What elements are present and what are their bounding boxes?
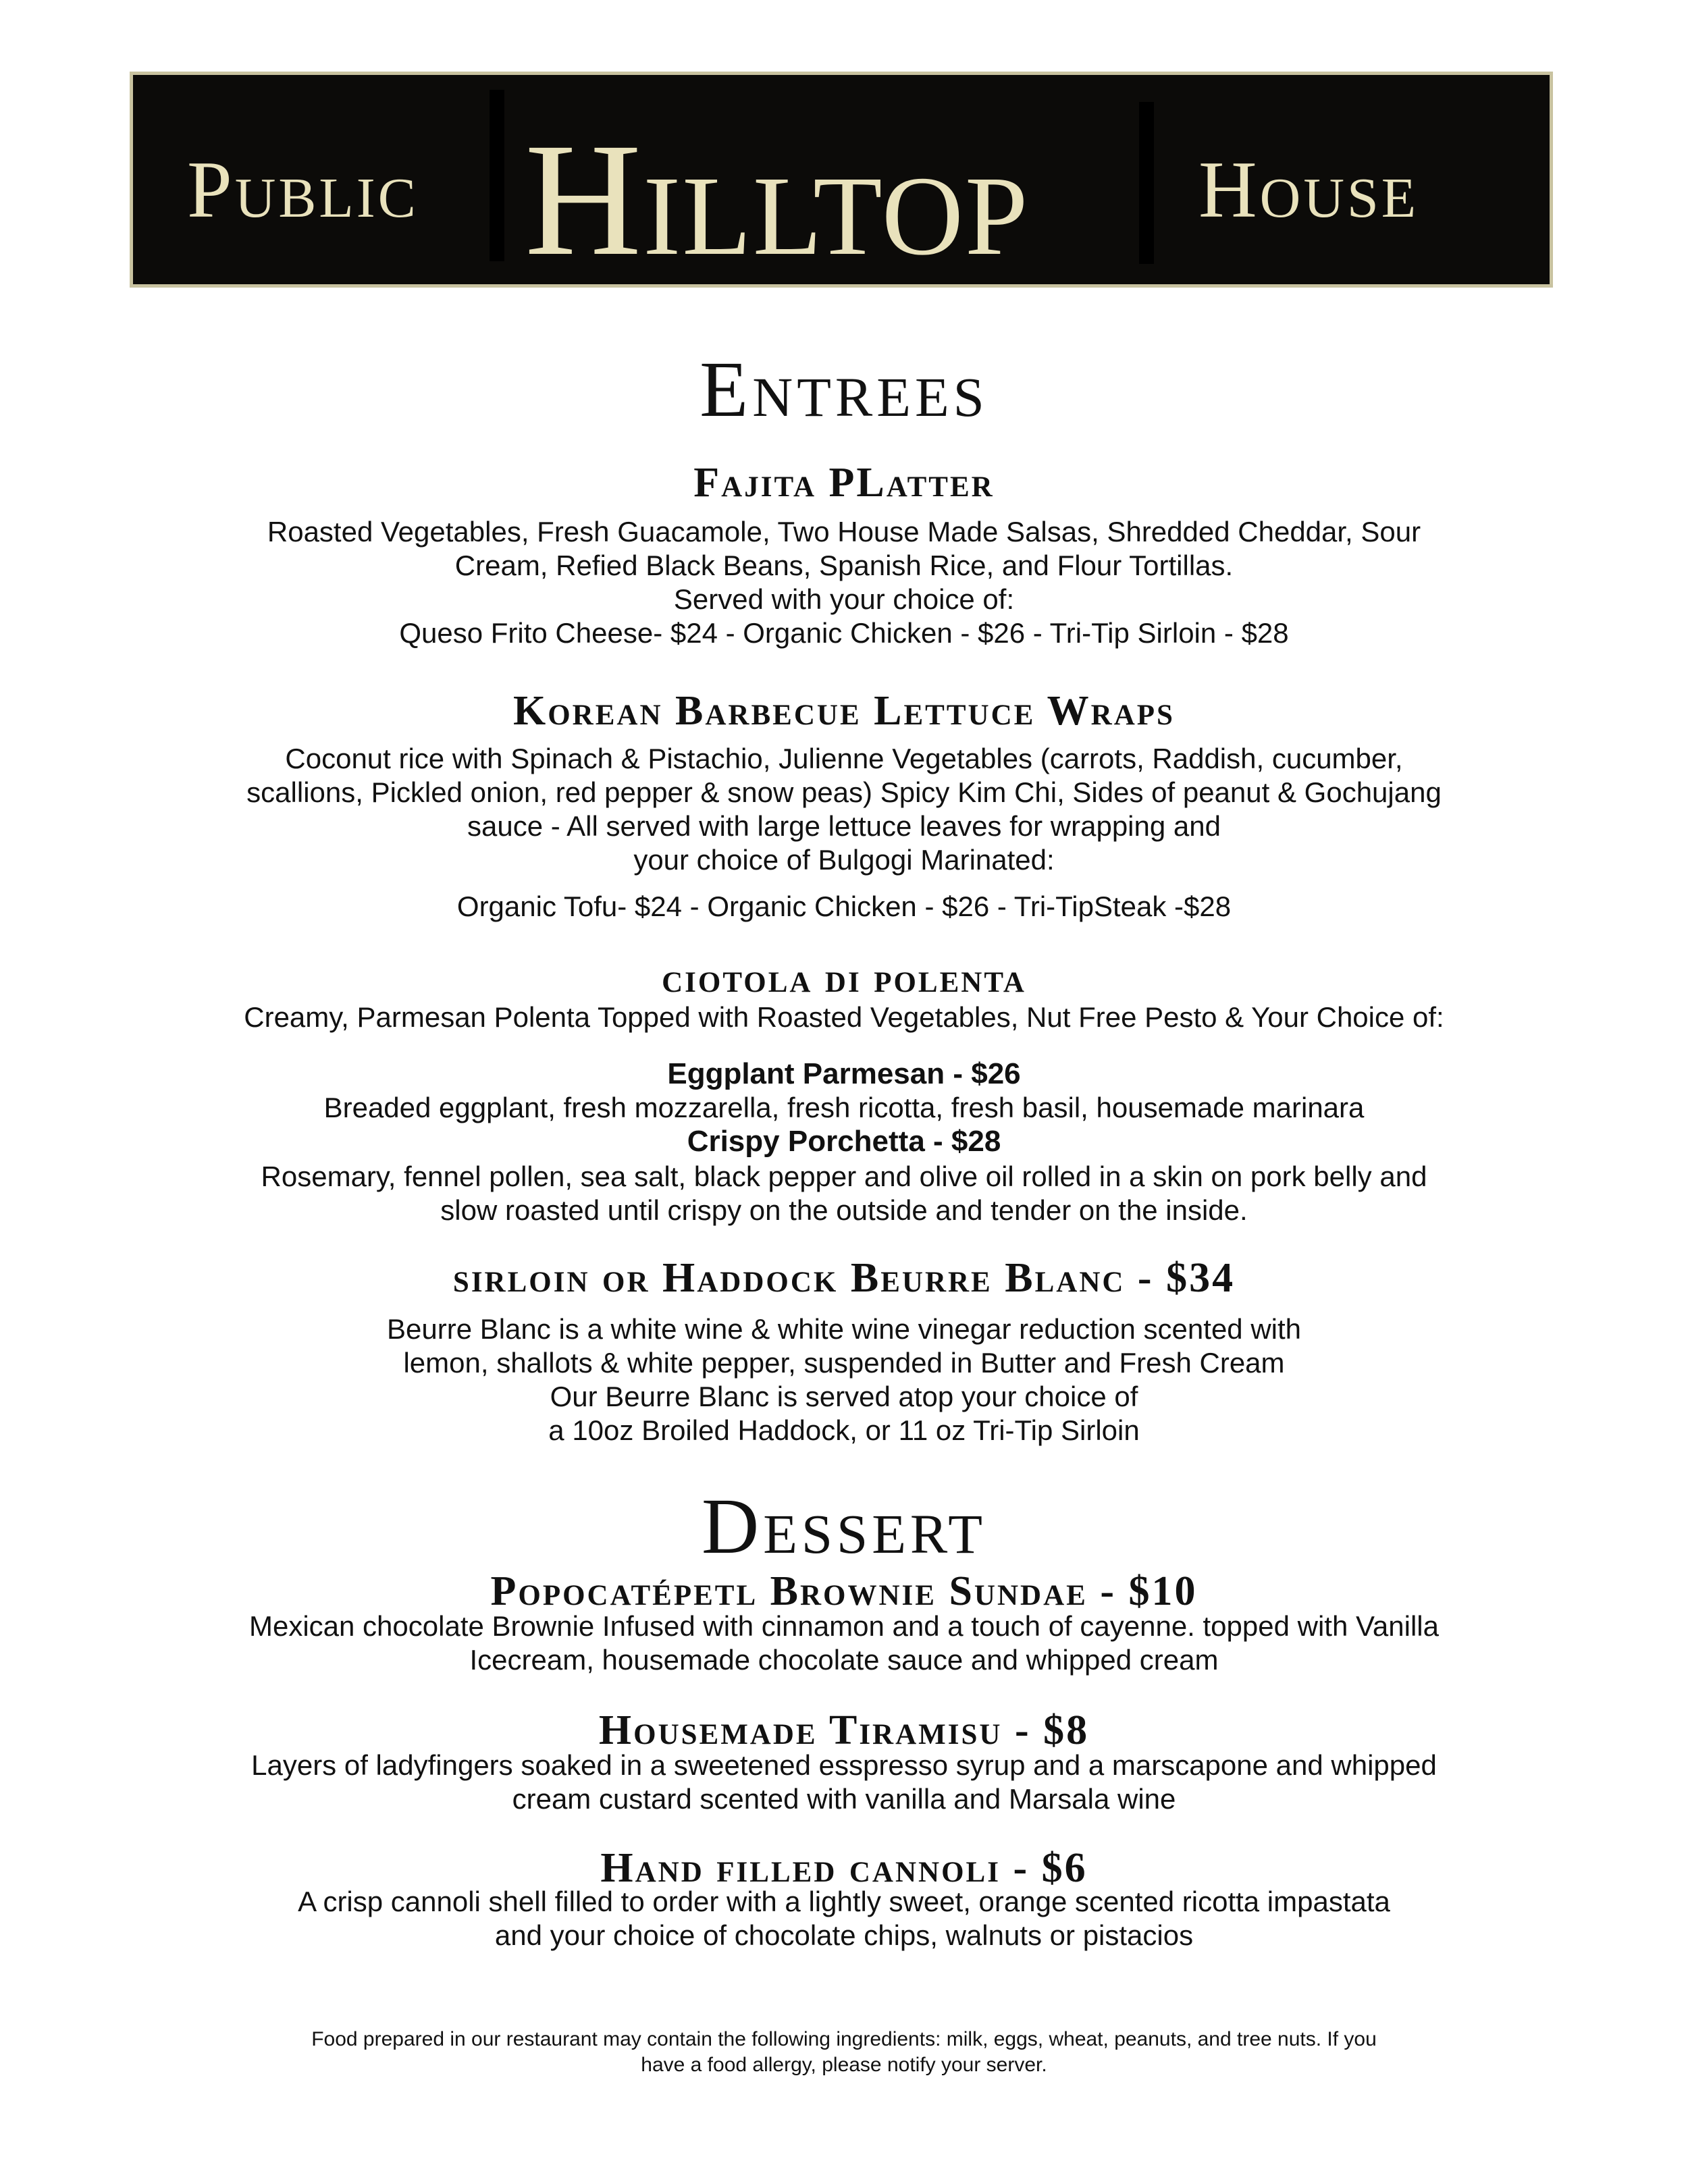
description-line: A crisp cannoli shell filled to order with a lightly sweet, orange scented ricotta impastata (298, 1886, 1390, 1917)
description-line: Layers of ladyfingers soaked in a sweetened esspresso syrup and a marscapone and whipped (251, 1749, 1437, 1781)
allergy-notice (0, 2027, 1688, 2078)
menu-item-description (0, 1312, 1688, 1447)
menu-item-title: Korean Barbecue Lettuce Wraps (513, 688, 1175, 734)
logo-word-hilltop: Hilltop (525, 109, 1030, 289)
logo-divider-left (490, 90, 504, 261)
price-line: Organic Tofu- $24 - Organic Chicken - $26 - Tri-TipSteak -$28 (456, 890, 1232, 922)
description-line: Rosemary, fennel pollen, sea salt, black pepper and olive oil rolled in a skin on pork belly and (261, 1161, 1427, 1192)
description-line: Cream, Refied Black Beans, Spanish Rice, and Flour Tortillas. (454, 550, 1234, 581)
logo-word-public: Public (187, 144, 419, 234)
description-line: slow roasted until crispy on the outside and tender on the inside. (440, 1194, 1248, 1226)
option-title: Crispy Porchetta - $28 (687, 1125, 1001, 1158)
menu-item-description (0, 1609, 1688, 1677)
menu-item-title: sirloin or Haddock Beurre Blanc - $34 (452, 1255, 1236, 1301)
description-line: scallions, Pickled onion, red pepper & snow peas) Spicy Kim Chi, Sides of peanut & Gochujang (246, 776, 1442, 808)
description-line: your choice of Bulgogi Marinated: (633, 844, 1055, 876)
restaurant-logo-banner (130, 72, 1553, 288)
description-line: sauce - All served with large lettuce leaves for wrapping and (467, 810, 1221, 842)
logo-background (133, 75, 1550, 289)
menu-item-description (0, 1160, 1688, 1227)
description-line: Icecream, housemade chocolate sauce and whipped cream (469, 1644, 1219, 1676)
description-line: Beurre Blanc is a white wine & white wine vinegar reduction scented with (386, 1313, 1302, 1345)
description-line: Served with your choice of: (673, 583, 1015, 615)
menu-item-description: Creamy, Parmesan Polenta Topped with Roasted Vegetables, Nut Free Pesto & Your Choice of: (244, 1001, 1444, 1033)
description-line: a 10oz Broiled Haddock, or 11 oz Tri-Tip Sirloin (548, 1414, 1140, 1446)
menu-item-title: ciotola di polenta (662, 955, 1026, 1001)
menu-item-description (0, 742, 1688, 877)
menu-item-title: Hand filled cannoli - $6 (600, 1845, 1088, 1891)
description-line: cream custard scented with vanilla and Marsala wine (512, 1783, 1176, 1815)
menu-item-title: Fajita PLatter (693, 460, 995, 506)
description-line: Our Beurre Blanc is served atop your choice of (550, 1381, 1138, 1412)
menu-item-description (0, 1749, 1688, 1816)
menu-item-description (0, 515, 1688, 650)
description-line: lemon, shallots & white pepper, suspended in Butter and Fresh Cream (403, 1347, 1285, 1379)
option-title: Eggplant Parmesan - $26 (667, 1057, 1021, 1090)
menu-item-title: Housemade Tiramisu - $8 (598, 1707, 1090, 1753)
allergy-notice-line: have a food allergy, please notify your server. (641, 2054, 1047, 2076)
menu-item-description (0, 1885, 1688, 1952)
dessert-heading: Dessert (701, 1482, 986, 1570)
price-line: Queso Frito Cheese- $24 - Organic Chicken - $26 - Tri-Tip Sirloin - $28 (399, 617, 1289, 649)
logo-divider-right (1139, 102, 1154, 264)
description-line: and your choice of chocolate chips, walnuts or pistacios (494, 1919, 1194, 1951)
logo-word-house: House (1198, 144, 1419, 234)
description-line: Coconut rice with Spinach & Pistachio, Julienne Vegetables (carrots, Raddish, cucumber, (285, 743, 1403, 774)
entrees-heading: Entrees (700, 345, 988, 433)
description-line: Roasted Vegetables, Fresh Guacamole, Two House Made Salsas, Shredded Cheddar, Sour (267, 516, 1421, 548)
allergy-notice-line: Food prepared in our restaurant may contain the following ingredients: milk, eggs, wheat, peanuts, and tree nuts. If you (311, 2028, 1377, 2050)
description-line: Breaded eggplant, fresh mozzarella, fresh ricotta, fresh basil, housemade marinara (323, 1092, 1365, 1123)
menu-item-title: Popocatépetl Brownie Sundae - $10 (490, 1568, 1198, 1614)
description-line: Mexican chocolate Brownie Infused with cinnamon and a touch of cayenne. topped with Vanilla (249, 1610, 1439, 1642)
